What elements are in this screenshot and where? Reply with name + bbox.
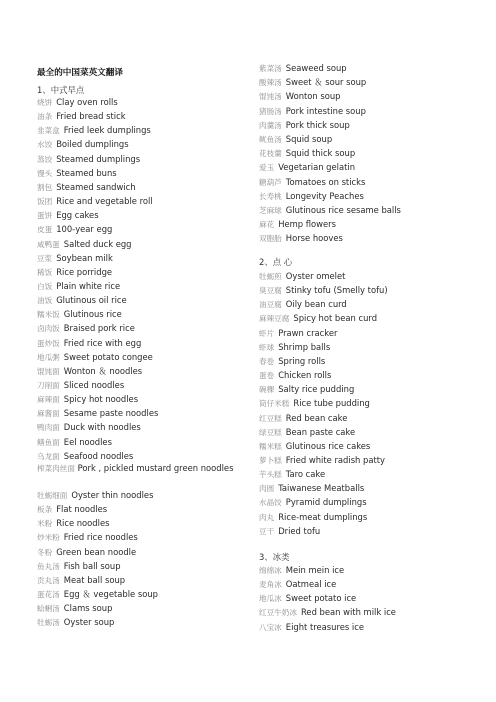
item-en: Fried leek dumplings xyxy=(63,125,151,136)
item-en: Oyster omelet xyxy=(285,271,346,281)
item-zh: 麻辣面 xyxy=(37,395,60,405)
menu-item xyxy=(259,120,350,131)
section-heading-breakfast: 1、中式早点 xyxy=(37,85,85,95)
item-zh: 韭菜盒 xyxy=(37,126,60,136)
menu-item xyxy=(259,526,320,537)
item-en: Glutinous oil rice xyxy=(56,295,127,306)
item-zh: 麦角冰 xyxy=(259,580,282,590)
menu-item xyxy=(37,366,142,377)
item-zh: 饭团 xyxy=(37,197,53,207)
item-zh: 炒米粉 xyxy=(37,533,60,543)
item-zh: 馄饨汤 xyxy=(259,92,282,102)
menu-item xyxy=(37,281,120,292)
menu-item xyxy=(37,437,112,448)
item-en: Taro cake xyxy=(285,469,326,480)
menu-item xyxy=(259,271,345,282)
item-en: Hemp flowers xyxy=(278,219,336,230)
item-en: Steamed dumplings xyxy=(56,153,141,164)
item-en: Chicken rolls xyxy=(278,370,332,381)
item-zh: 红豆糕 xyxy=(259,413,282,423)
item-en: Wonton ＆ noodles xyxy=(63,365,143,376)
menu-item xyxy=(259,607,396,618)
item-en: Plain white rice xyxy=(56,280,121,291)
item-zh: 油饭 xyxy=(37,296,53,306)
item-en: Pork , pickled mustard green noodles xyxy=(77,463,234,473)
item-en: Dried tofu xyxy=(278,525,321,536)
item-zh: 蒸饺 xyxy=(37,154,53,164)
menu-item xyxy=(259,162,355,173)
item-en: Egg cakes xyxy=(56,210,99,221)
item-zh: 肉羹汤 xyxy=(259,120,282,130)
item-zh: 牡蛎煎 xyxy=(259,272,282,281)
menu-item xyxy=(37,352,153,363)
menu-item xyxy=(259,356,325,367)
menu-item xyxy=(37,394,138,405)
item-zh: 咸鸭蛋 xyxy=(37,239,60,249)
item-en: Fried bread stick xyxy=(56,111,126,122)
item-en: Fried rice with egg xyxy=(63,337,142,348)
item-en: Fried rice noodles xyxy=(63,532,138,543)
item-zh: 虾片 xyxy=(259,328,275,338)
item-en: Eight treasures ice xyxy=(285,621,364,632)
menu-item xyxy=(259,370,331,381)
item-zh: 馒头 xyxy=(37,168,53,178)
menu-item xyxy=(259,148,355,159)
menu-item xyxy=(37,532,138,543)
item-zh: 地瓜冰 xyxy=(259,594,282,604)
item-en: Wonton soup xyxy=(285,91,341,102)
menu-item xyxy=(37,154,140,165)
item-en: Oily bean curd xyxy=(285,299,347,310)
menu-item xyxy=(37,239,132,250)
item-zh: 蛋饼 xyxy=(37,211,53,221)
item-zh: 春卷 xyxy=(259,356,275,366)
item-en: Sesame paste noodles xyxy=(63,408,159,419)
section-heading-snacks: 2、点 心 xyxy=(259,257,293,267)
item-zh: 酸辣汤 xyxy=(259,78,282,88)
item-zh: 绵绵冰 xyxy=(259,566,282,575)
menu-item xyxy=(259,285,388,296)
item-zh: 皮蛋 xyxy=(37,225,53,235)
menu-item xyxy=(259,313,377,324)
item-en: Stinky tofu (Smelly tofu) xyxy=(285,285,388,296)
item-en: Shrimp balls xyxy=(278,341,331,352)
item-en: Salted duck egg xyxy=(63,238,132,249)
item-zh: 猪肠汤 xyxy=(259,106,282,116)
item-en: Steamed buns xyxy=(56,167,117,178)
item-zh: 糯米糕 xyxy=(259,441,282,451)
item-zh: 榨菜肉丝面 xyxy=(37,464,75,473)
menu-item xyxy=(259,565,344,576)
item-en: Red bean cake xyxy=(285,412,348,423)
item-en: Eel noodles xyxy=(63,436,112,447)
menu-item xyxy=(259,579,336,590)
menu-item xyxy=(37,422,141,433)
item-zh: 糯米饭 xyxy=(37,310,60,320)
item-zh: 豆干 xyxy=(259,526,275,536)
item-en: Glutinous rice cakes xyxy=(285,440,371,451)
item-zh: 稀饭 xyxy=(37,267,53,277)
item-zh: 冬粉 xyxy=(37,547,53,557)
item-zh: 牡蛎细面 xyxy=(37,491,68,500)
item-zh: 乌龙面 xyxy=(37,451,60,461)
item-zh: 割包 xyxy=(37,182,53,192)
item-en: Squid thick soup xyxy=(285,148,356,159)
item-zh: 油条 xyxy=(37,112,53,122)
item-en: Squid soup xyxy=(285,134,333,144)
menu-item xyxy=(259,384,354,395)
item-en: Boiled dumplings xyxy=(56,139,129,150)
item-zh: 碗粿 xyxy=(259,385,275,395)
item-zh: 豆浆 xyxy=(37,253,53,263)
menu-item xyxy=(37,380,124,391)
item-zh: 油豆腐 xyxy=(259,300,282,310)
menu-item xyxy=(259,455,385,466)
item-en: Tomatoes on sticks xyxy=(285,176,366,187)
item-en: Mein mein ice xyxy=(285,565,345,575)
item-zh: 鱼丸汤 xyxy=(37,561,60,571)
menu-item xyxy=(37,168,117,179)
item-zh: 卤肉饭 xyxy=(37,324,60,334)
item-zh: 蛋花汤 xyxy=(37,590,60,600)
item-en: Seaweed soup xyxy=(285,63,347,73)
item-zh: 肉丸 xyxy=(259,512,275,522)
item-zh: 蛋卷 xyxy=(259,371,275,381)
menu-item xyxy=(259,219,336,230)
menu-item xyxy=(259,106,366,117)
menu-item xyxy=(37,504,107,515)
item-zh: 肉圆 xyxy=(259,484,275,494)
item-en: Soybean milk xyxy=(56,252,113,263)
menu-item xyxy=(37,589,158,600)
item-zh: 白饭 xyxy=(37,281,53,291)
item-en: Clay oven rolls xyxy=(56,97,118,107)
item-en: Rice tube pudding xyxy=(293,398,370,409)
item-en: Pyramid dumplings xyxy=(285,497,367,508)
item-en: Pork thick soup xyxy=(285,119,350,130)
item-en: Pork intestine soup xyxy=(285,105,366,116)
item-zh: 爱玉 xyxy=(259,163,275,173)
item-en: Rice-meat dumplings xyxy=(278,511,368,522)
menu-item xyxy=(37,97,118,108)
item-zh: 水饺 xyxy=(37,140,53,150)
item-zh: 牡蛎汤 xyxy=(37,618,60,628)
item-en: Oatmeal ice xyxy=(285,579,337,590)
menu-item xyxy=(37,451,133,462)
item-zh: 贡丸汤 xyxy=(37,575,60,585)
item-en: Braised pork rice xyxy=(63,323,135,334)
section-heading-ice: 3、冰类 xyxy=(259,552,290,562)
menu-item xyxy=(37,224,112,235)
item-zh: 麻辣豆腐 xyxy=(259,314,290,324)
item-zh: 绿豆糕 xyxy=(259,427,282,437)
item-en: Seafood noodles xyxy=(63,450,134,461)
menu-item xyxy=(37,575,125,586)
item-en: Bean paste cake xyxy=(285,426,356,437)
item-en: Spicy hot noodles xyxy=(63,394,139,405)
menu-item xyxy=(259,91,341,102)
item-en: Prawn cracker xyxy=(278,327,338,338)
item-zh: 筒仔米糕 xyxy=(259,399,290,409)
item-en: Fish ball soup xyxy=(63,560,121,571)
menu-item xyxy=(259,593,356,604)
item-en: Fried white radish patty xyxy=(285,454,385,465)
item-en: Rice noodles xyxy=(56,518,110,529)
item-en: Meat ball soup xyxy=(63,574,126,585)
menu-item xyxy=(259,512,367,523)
item-zh: 芝麻球 xyxy=(259,206,282,215)
menu-item xyxy=(259,497,367,508)
item-zh: 蛋炒饭 xyxy=(37,338,60,348)
menu-item xyxy=(259,398,370,409)
menu-item xyxy=(259,205,401,216)
menu-item xyxy=(37,111,126,122)
item-zh: 鱿鱼汤 xyxy=(259,135,282,144)
item-en: Oyster thin noodles xyxy=(71,490,154,500)
item-en: Oyster soup xyxy=(63,617,115,628)
menu-item xyxy=(37,309,122,320)
item-en: Sweet ＆ sour soup xyxy=(285,77,367,88)
item-en: Longevity Peaches xyxy=(285,190,364,201)
item-zh: 刀削面 xyxy=(37,381,60,390)
item-en: Sliced noodles xyxy=(63,380,125,390)
item-zh: 虾球 xyxy=(259,342,275,352)
wrapped-item xyxy=(37,462,249,475)
menu-item xyxy=(259,469,325,480)
menu-item xyxy=(37,617,114,628)
item-zh: 鸭肉面 xyxy=(37,423,60,433)
item-zh: 麻花 xyxy=(259,220,275,230)
item-en: Rice and vegetable roll xyxy=(56,196,153,207)
menu-item xyxy=(259,77,366,88)
item-en: Horse hooves xyxy=(285,233,343,244)
item-en: Glutinous rice sesame balls xyxy=(285,205,401,215)
menu-item xyxy=(259,483,364,494)
item-en: Glutinous rice xyxy=(63,309,122,320)
item-zh: 紫菜汤 xyxy=(259,64,282,73)
item-zh: 馄饨面 xyxy=(37,366,60,376)
menu-item xyxy=(259,427,355,438)
menu-item xyxy=(37,295,127,306)
item-en: Clams soup xyxy=(63,603,113,614)
item-zh: 水晶饺 xyxy=(259,498,282,508)
item-zh: 花枝羹 xyxy=(259,149,282,159)
item-en: Duck with noodles xyxy=(63,422,141,433)
item-zh: 地瓜粥 xyxy=(37,352,60,362)
item-en: Green bean noodle xyxy=(56,546,137,557)
item-en: Taiwanese Meatballs xyxy=(278,483,365,494)
item-en: Red bean with milk ice xyxy=(300,607,396,618)
item-zh: 双胞胎 xyxy=(259,234,282,244)
item-en: Egg ＆ vegetable soup xyxy=(63,589,158,600)
item-en: Salty rice pudding xyxy=(278,384,355,395)
menu-item xyxy=(259,191,364,202)
item-en: Vegetarian gelatin xyxy=(278,162,356,173)
menu-item xyxy=(37,267,112,278)
menu-item xyxy=(259,342,330,353)
item-zh: 八宝冰 xyxy=(259,622,282,632)
menu-item xyxy=(37,338,141,349)
item-zh: 红豆牛奶冰 xyxy=(259,608,297,618)
menu-item xyxy=(259,622,364,633)
menu-item xyxy=(259,134,332,145)
menu-item xyxy=(259,233,343,244)
menu-item xyxy=(259,177,365,188)
menu-item xyxy=(37,323,135,334)
item-zh: 烧饼 xyxy=(37,98,53,107)
item-en: Rice porridge xyxy=(56,266,113,277)
menu-item xyxy=(259,299,347,310)
menu-item xyxy=(259,328,337,339)
item-zh: 麻酱面 xyxy=(37,409,60,419)
menu-item xyxy=(37,518,109,529)
menu-item xyxy=(37,196,153,207)
menu-item xyxy=(259,63,347,74)
menu-item xyxy=(259,441,370,452)
item-zh: 鳝鱼面 xyxy=(37,437,60,447)
item-zh: 蛤蜊汤 xyxy=(37,604,60,614)
menu-item xyxy=(37,603,112,614)
item-en: Sweet potato ice xyxy=(285,593,357,604)
document-title: 最全的中国菜英文翻译 xyxy=(37,68,123,78)
item-zh: 糖葫芦 xyxy=(259,177,282,187)
item-zh: 芋头糕 xyxy=(259,470,282,480)
menu-item xyxy=(37,253,113,264)
menu-item xyxy=(37,490,153,501)
menu-item xyxy=(37,125,151,136)
item-zh: 萝卜糕 xyxy=(259,455,282,465)
item-en: Spicy hot bean curd xyxy=(293,313,378,324)
item-en: Sweet potato congee xyxy=(63,351,153,362)
item-zh: 米粉 xyxy=(37,519,53,529)
menu-item xyxy=(37,182,136,193)
menu-item xyxy=(37,547,136,558)
item-en: Spring rolls xyxy=(278,355,326,366)
menu-item xyxy=(37,408,158,419)
item-zh: 板条 xyxy=(37,505,53,515)
menu-item xyxy=(37,139,129,150)
menu-item xyxy=(37,561,121,572)
item-en: 100-year egg xyxy=(56,224,113,235)
menu-item xyxy=(37,210,99,221)
item-zh: 臭豆腐 xyxy=(259,286,282,296)
item-zh: 长寿桃 xyxy=(259,191,282,201)
menu-item xyxy=(259,413,347,424)
item-en: Flat noodles xyxy=(56,504,108,515)
item-en: Steamed sandwich xyxy=(56,181,136,192)
